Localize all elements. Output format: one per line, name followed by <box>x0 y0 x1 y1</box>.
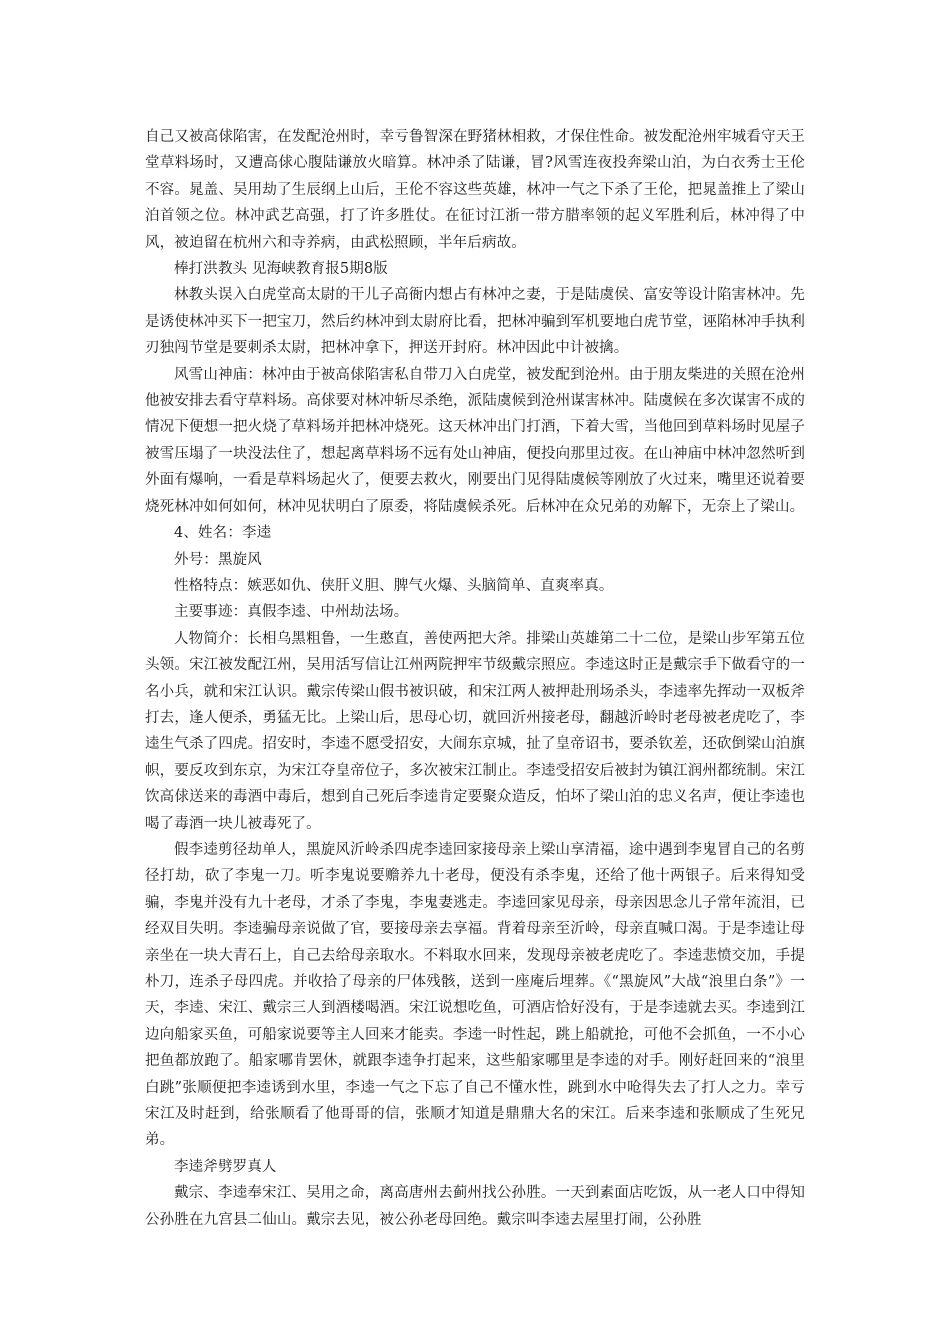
paragraph-fengxue-shanshenmiao: 风雪山神庙：林冲由于被高俅陷害私自带刀入白虎堂，被发配到沧州。由于朋友柴进的关照在沧州他被安排去看守草料场。高俅要对林冲斩尽杀绝，派陆虞候到沧州谋害林冲。陆虞候在多次谋害不成的情况下便想一把火烧了草料场并把林冲烧死。这天林冲出门打酒，下着大雪，当他回到草料场时见屋子被雪压塌了一块没法住了，想起离草料场不远有处山神庙，便投向那里过夜。在山神庙中林冲忽然听到外面有爆响，一看是草料场起火了，便要去救火，刚要出门见得陆虞候等刚放了火过来，嘴里还说着要烧死林冲如何如何，林冲见状明白了原委，将陆虞候杀死。后林冲在众兄弟的劝解下，无奈上了梁山。 <box>145 366 805 515</box>
paragraph-heading-hongjiaotou: 棒打洪教头 见海峡教育报5期8版 <box>174 261 388 278</box>
paragraph-fake-likui: 假李逵剪径劫单人，黑旋风沂岭杀四虎李逵回家接母亲上梁山享清福，途中遇到李鬼冒自己的名剪径打劫，砍了李鬼一刀。听李鬼说要赡养九十老母，便没有杀李鬼，还给了他十两银子。后来得知受骗，李鬼并没有九十老母，才杀了李鬼，李鬼妻逃走。李逵回家见母亲，母亲因思念儿子常年流泪，已经双目失明。李逵骗母亲说做了官，要接母亲去享福。背着母亲至沂岭，母亲直喊口渴。于是李逵让母亲坐在一块大青石上，自己去给母亲取水。不料取水回来，发现母亲被老虎吃了。李逵悲愤交加，手提朴刀，连杀子母四虎。并收拾了母亲的尸体残骸，送到一座庵后埋葬。《“黑旋风”大战“浪里白条”》一天，李逵、宋江、戴宗三人到酒楼喝酒。宋江说想吃鱼，可酒店恰好没有，于是李逵就去买。李逵到江边向船家买鱼，可船家说要等主人回来才能卖。李逵一时性起，跳上船就抢，可他不会抓鱼，一不小心把鱼都放跑了。船家哪肯罢休，就跟李逵争打起来，这些船家哪里是李逵的对手。刚好赶回来的“浪里白跳”张顺便把李逵诱到水里，李逵一气之下忘了自己不懂水性，跳到水中呛得失去了打人之力。幸亏宋江及时赶到，给张顺看了他哥哥的信，张顺才知道是鼎鼎大名的宋江。后来李逵和张顺成了生死兄弟。 <box>145 841 805 1149</box>
paragraph-name-likui: 4、姓名：李逵 <box>174 525 272 542</box>
paragraph-daizong-likui: 戴宗、李逵奉宋江、吴用之命，离高唐州去蓟州找公孙胜。一天到素面店吃饭，从一老人口中得知公孙胜在九宫县二仙山。戴宗去见，被公孙老母回绝。戴宗叫李逵去屋里打闹，公孙胜 <box>145 1185 805 1228</box>
document-page <box>145 124 805 1233</box>
paragraph-heading-luozhenren: 李逵斧劈罗真人 <box>174 1158 277 1175</box>
paragraph-baihutang: 林教头误入白虎堂高太尉的干儿子高衙内想占有林冲之妻，于是陆虞侯、富安等设计陷害林冲。先是诱使林冲买下一把宝刀，然后约林冲到太尉府比看，把林冲骗到军机要地白虎节堂，诬陷林冲手执利刃独闯节堂是要刺杀太尉，把林冲拿下，押送开封府。林冲因此中计被擒。 <box>145 287 805 357</box>
paragraph-personality: 性格特点：嫉恶如仇、侠肝义胆、脾气火爆、头脑简单、直爽率真。 <box>174 577 614 594</box>
paragraph-nickname: 外号：黑旋风 <box>174 551 262 568</box>
paragraph-linchong-summary: 自己又被高俅陷害，在发配沧州时，幸亏鲁智深在野猪林相救，才保住性命。被发配沧州牢城看守天王堂草料场时，又遭高俅心腹陆谦放火暗算。林冲杀了陆谦，冒?风雪连夜投奔梁山泊，为白衣秀士王伦不容。晁盖、吴用劫了生辰纲上山后，王伦不容这些英雄，林冲一气之下杀了王伦，把晁盖推上了梁山泊首领之位。林冲武艺高强，打了许多胜仗。在征讨江浙一带方腊率领的起义军胜利后，林冲得了中风，被迫留在杭州六和寺养病，由武松照顾，半年后病故。 <box>145 129 805 251</box>
paragraph-main-deeds: 主要事迹：真假李逵、中州劫法场。 <box>174 604 409 621</box>
paragraph-profile: 人物简介：长相乌黑粗鲁，一生憨直，善使两把大斧。排梁山英雄第二十二位，是梁山步军第五位头领。宋江被发配江州，吴用活写信让江州两院押牢节级戴宗照应。李逵这时正是戴宗手下做看守的一名小兵，就和宋江认识。戴宗传梁山假书被识破，和宋江两人被押赴刑场杀头，李逵率先挥动一双板斧打去，逢人便杀，勇猛无比。上梁山后，思母心切，就回沂州接老母，翻越沂岭时老母被老虎吃了，李逵生气杀了四虎。招安时，李逵不愿受招安，大闹东京城，扯了皇帝诏书，要杀钦差，还砍倒梁山泊旗帜，要反攻到东京，为宋江夺皇帝位子，多次被宋江制止。李逵受招安后被封为镇江润州都统制。宋江饮高俅送来的毒酒中毒后，想到自己死后李逵肯定要聚众造反，怕坏了梁山泊的忠义名声，便让李逵也喝了毒酒一块儿被毒死了。 <box>145 630 805 832</box>
